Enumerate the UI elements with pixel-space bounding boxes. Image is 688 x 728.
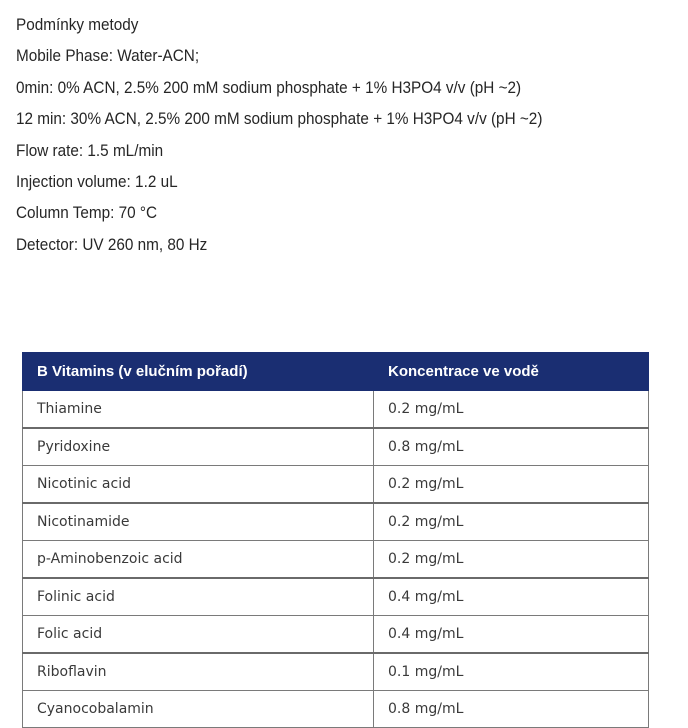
vitamin-concentration: 0.4 mg/mL — [374, 578, 649, 616]
vitamin-name: Riboflavin — [23, 653, 374, 691]
injection-volume-text: Injection volume: 1.2 uL — [16, 172, 178, 192]
table-row — [23, 391, 649, 429]
column-temp-text: Column Temp: 70 °C — [16, 203, 158, 223]
gradient-end-text: 12 min: 30% ACN, 2.5% 200 mM sodium phosphate + 1% H3PO4 v/v (pH ~2) — [16, 109, 543, 129]
vitamin-concentration: 0.1 mg/mL — [374, 653, 649, 691]
vitamin-name: Pyridoxine — [23, 428, 374, 466]
conditions-heading: Podmínky metody — [16, 15, 139, 34]
table-row — [23, 428, 649, 466]
table-row — [23, 541, 649, 579]
method-conditions — [16, 9, 680, 260]
vitamin-concentration: 0.4 mg/mL — [374, 616, 649, 654]
header-concentration: Koncentrace ve vodě — [374, 353, 649, 391]
vitamin-name: Folic acid — [23, 616, 374, 654]
vitamin-name: Thiamine — [23, 391, 374, 429]
vitamin-concentration: 0.2 mg/mL — [374, 391, 649, 429]
vitamin-name: Nicotinamide — [23, 503, 374, 541]
vitamin-concentration: 0.8 mg/mL — [374, 428, 649, 466]
vitamin-concentration: 0.2 mg/mL — [374, 503, 649, 541]
vitamin-concentration: 0.2 mg/mL — [374, 466, 649, 504]
table-row — [23, 578, 649, 616]
table-row — [23, 653, 649, 691]
mobile-phase-text: Mobile Phase: Water-ACN; — [16, 46, 200, 66]
table-header-row — [23, 353, 649, 391]
vitamin-name: p-Aminobenzoic acid — [23, 541, 374, 579]
vitamin-name: Cyanocobalamin — [23, 691, 374, 728]
table-row — [23, 691, 649, 728]
header-vitamin: B Vitamins (v elučním pořadí) — [23, 353, 374, 391]
vitamin-name: Nicotinic acid — [23, 466, 374, 504]
table-row — [23, 503, 649, 541]
detector-text: Detector: UV 260 nm, 80 Hz — [16, 234, 208, 254]
table-row — [23, 616, 649, 654]
vitamin-name: Folinic acid — [23, 578, 374, 616]
table-row — [23, 466, 649, 504]
flow-rate-text: Flow rate: 1.5 mL/min — [16, 140, 164, 160]
vitamin-concentration: 0.2 mg/mL — [374, 541, 649, 579]
b-vitamins-table — [22, 352, 649, 728]
gradient-start-text: 0min: 0% ACN, 2.5% 200 mM sodium phosphate + 1% H3PO4 v/v (pH ~2) — [16, 77, 522, 97]
vitamin-concentration: 0.8 mg/mL — [374, 691, 649, 728]
